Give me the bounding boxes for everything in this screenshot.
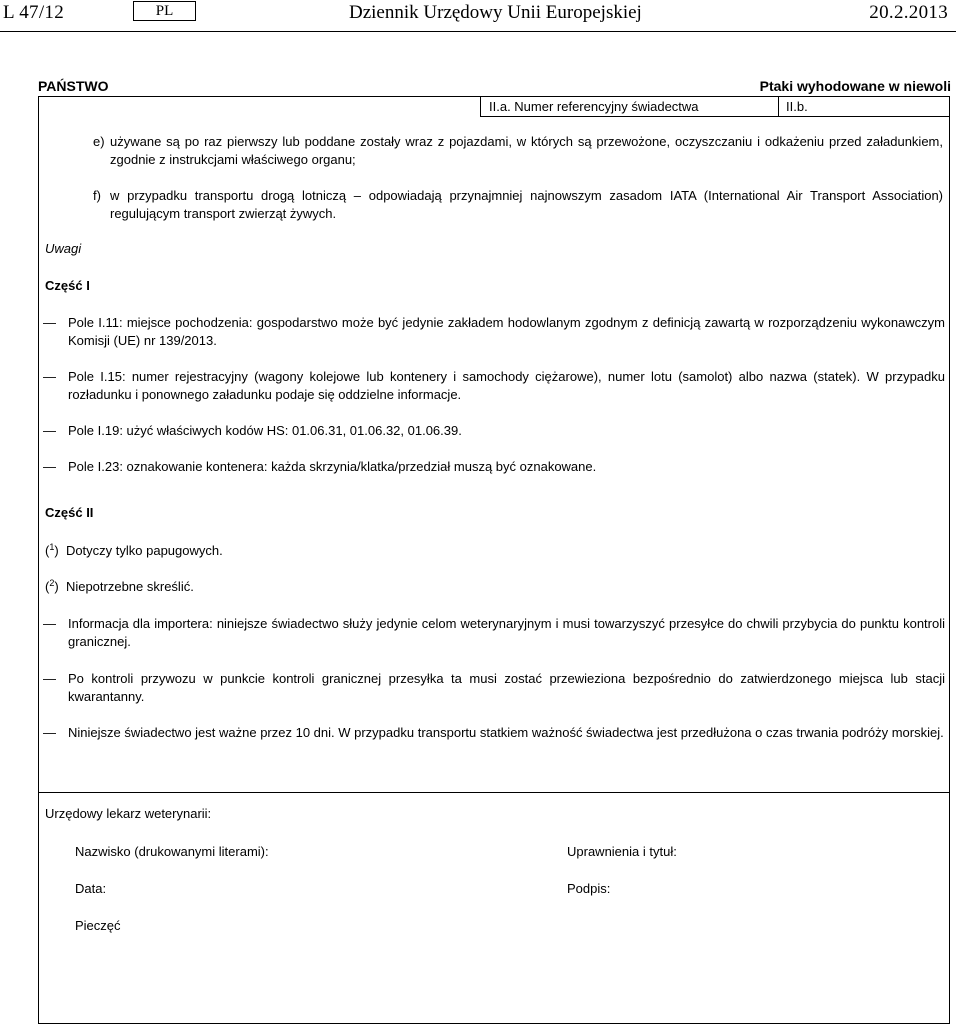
- stamp-field-label: Pieczęć: [75, 918, 121, 933]
- footnote-text: Dotyczy tylko papugowych.: [65, 543, 223, 558]
- language-badge: PL: [133, 1, 196, 21]
- footnote-close: ): [54, 579, 59, 594]
- journal-header: [0, 0, 960, 32]
- publication-date: 20.2.2013: [869, 2, 948, 23]
- part1-entry: [43, 314, 945, 350]
- journal-title: Dziennik Urzędowy Unii Europejskiej: [349, 2, 642, 23]
- signature-divider: [39, 792, 949, 793]
- footnote-close: ): [54, 543, 59, 558]
- item-text: w przypadku transportu drogą lotniczą – odpowiadają przynajmniej najnowszym zasadom IATA (International Air Transport Association) regulującym transport zwierząt żywych.: [110, 188, 943, 221]
- dash-marker: —: [43, 315, 56, 330]
- footnote-number: 2: [49, 578, 55, 588]
- notes-heading: Uwagi: [45, 241, 82, 256]
- part1-heading: Część I: [45, 278, 90, 293]
- country-label: PAŃSTWO: [38, 78, 109, 94]
- condition-item-f: [93, 187, 943, 223]
- dash-marker: —: [43, 616, 56, 631]
- page-reference: L 47/12: [3, 2, 65, 23]
- entry-text: Pole I.23: oznakowanie kontenera: każda skrzynia/klatka/przedział muszą być oznakowane.: [68, 459, 597, 474]
- footnote: [45, 578, 194, 596]
- part2-entry: [43, 615, 945, 651]
- footnote-open: (: [45, 579, 50, 594]
- reference-b-cell: II.b.: [786, 99, 808, 114]
- date-field-label: Data:: [75, 881, 107, 896]
- dash-marker: —: [43, 423, 56, 438]
- condition-item-e: [93, 133, 943, 169]
- entry-text: Pole I.15: numer rejestracyjny (wagony kolejowe lub kontenery i samochody ciężarowe), numer lotu (samolot) albo nazwa (statek). W przypadku rozładunku i ponownego załadunku podaje się oddzielne informacje.: [68, 369, 945, 402]
- item-label: f): [93, 188, 101, 203]
- footnote: [45, 542, 223, 560]
- part1-entry: [43, 368, 945, 404]
- dash-marker: —: [43, 459, 56, 474]
- signature-field-label: Podpis:: [567, 881, 611, 896]
- footnote-open: (: [45, 543, 50, 558]
- reference-number-cell: [481, 97, 779, 116]
- entry-text: Informacja dla importera: niniejsze świadectwo służy jedynie celom weterynaryjnym i musi towarzyszyć przesyłce do chwili przybycia do punktu kontroli granicznej.: [68, 616, 945, 649]
- part1-entry: [43, 422, 945, 440]
- qualification-field-label: Uprawnienia i tytuł:: [567, 844, 677, 859]
- entry-text: Niniejsze świadectwo jest ważne przez 10 dni. W przypadku transportu statkiem ważność świadectwa jest przedłużona o czas trwania podróży morskiej.: [68, 725, 944, 740]
- item-text: używane są po raz pierwszy lub poddane zostały wraz z pojazdami, w których są przewożone, oczyszczaniu i odkażeniu przed załadunkiem, zgodnie z instrukcjami właściwego organu;: [110, 134, 943, 167]
- header-rule: [0, 31, 956, 32]
- reference-number-label: II.a. Numer referencyjny świadectwa: [489, 99, 699, 114]
- part2-entry: [43, 724, 945, 742]
- part2-heading: Część II: [45, 505, 94, 520]
- dash-marker: —: [43, 725, 56, 740]
- part2-entry: [43, 670, 945, 706]
- dash-marker: —: [43, 369, 56, 384]
- name-field-label: Nazwisko (drukowanymi literami):: [75, 844, 269, 859]
- footnote-text: Niepotrzebne skreślić.: [65, 579, 194, 594]
- dash-marker: —: [43, 671, 56, 686]
- certificate-title: Ptaki wyhodowane w niewoli: [759, 78, 951, 94]
- part1-entry: [43, 458, 945, 476]
- footnote-number: 1: [49, 542, 55, 552]
- entry-text: Pole I.19: użyć właściwych kodów HS: 01.06.31, 01.06.32, 01.06.39.: [68, 423, 462, 438]
- entry-text: Pole I.11: miejsce pochodzenia: gospodarstwo może być jedynie zakładem hodowlanym zgodnym z definicją zawartą w rozporządzeniu wykonawczym Komisji (UE) nr 139/2013.: [68, 315, 945, 348]
- item-label: e): [93, 134, 105, 149]
- entry-text: Po kontroli przywozu w punkcie kontroli granicznej przesyłka ta musi zostać przewieziona bezpośrednio do zatwierdzonego miejsca lub stacji kwarantanny.: [68, 671, 945, 704]
- reference-row: [480, 97, 950, 117]
- certificate-frame: [38, 96, 950, 1024]
- signature-heading: Urzędowy lekarz weterynarii:: [45, 806, 212, 821]
